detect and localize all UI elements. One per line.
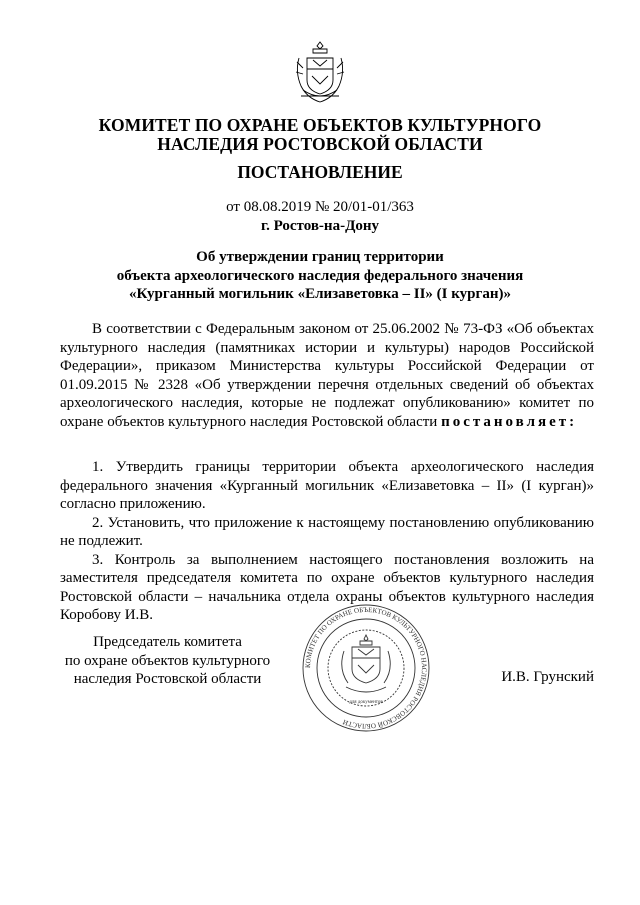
subject-line2: объекта археологического наследия федерального значения xyxy=(116,267,524,284)
preamble-text: В соответствии с Федеральным законом от 25.06.2002 № 73-ФЗ «Об объектах культурного наследия (памятниках истории и культуры) народов Российской Федерации», приказом Министерства культуры Российской Федерации от 01.09.2015 № 2328 «Об утверждении перечня отдельных сведений об объектах археологического наследия, которые не подлежат опубликованию» комитет по охране объектов культурного наследия Ростовской области xyxy=(60,321,594,430)
signatory-name: И.В. Грунский xyxy=(501,669,594,685)
document-date-number: от 08.08.2019 № 20/01-01/363 xyxy=(226,199,414,215)
preamble-paragraph xyxy=(60,320,594,431)
signatory-position-line2: по охране объектов культурного xyxy=(64,652,271,669)
signatory-position-line1: Председатель комитета xyxy=(93,634,242,650)
clauses xyxy=(60,458,594,625)
organization-name xyxy=(0,116,640,154)
organization-name-line1: КОМИТЕТ ПО ОХРАНЕ ОБЪЕКТОВ КУЛЬТУРНОГО xyxy=(98,115,542,135)
clause-2: 2. Установить, что приложение к настоящему постановлению опубликованию не подлежит. xyxy=(60,514,594,549)
signatory-position-line3: наследия Ростовской области xyxy=(73,671,262,687)
official-seal xyxy=(300,603,432,733)
seal-inner-text: для документов xyxy=(349,700,383,705)
subject-line1: Об утверждении границ территории xyxy=(196,249,444,265)
svg-text:КОМИТЕТ ПО ОХРАНЕ ОБЪЕКТОВ КУЛ xyxy=(304,606,428,730)
clause-1: 1. Утвердить границы территории объекта археологического наследия федерального значения «Курганный могильник «Елизаветовка – II» (I курган)» согласно приложению. xyxy=(60,459,594,512)
coat-of-arms-emblem xyxy=(293,40,347,104)
preamble xyxy=(60,320,594,431)
clause-3: 3. Контроль за выполнением настоящего постановления возложить на заместителя председателя комитета по охране объектов культурного наследия Ростовской области – начальника отдела охраны объектов культурного наследия Коробову И.В. xyxy=(60,551,594,623)
document-type: ПОСТАНОВЛЕНИЕ xyxy=(237,162,403,182)
document-city: г. Ростов-на-Дону xyxy=(260,218,380,234)
decree-word: постановляет: xyxy=(441,413,578,430)
document-subject xyxy=(0,248,640,304)
subject-line3: «Курганный могильник «Елизаветовка – II» (I курган)» xyxy=(129,286,511,302)
seal-outer-text: КОМИТЕТ ПО ОХРАНЕ ОБЪЕКТОВ КУЛЬТУРНОГО НАСЛЕДИЯ РОСТОВСКОЙ ОБЛАСТИ xyxy=(303,605,429,731)
organization-name-line2: НАСЛЕДИЯ РОСТОВСКОЙ ОБЛАСТИ xyxy=(157,134,483,154)
signatory-position xyxy=(60,633,275,689)
